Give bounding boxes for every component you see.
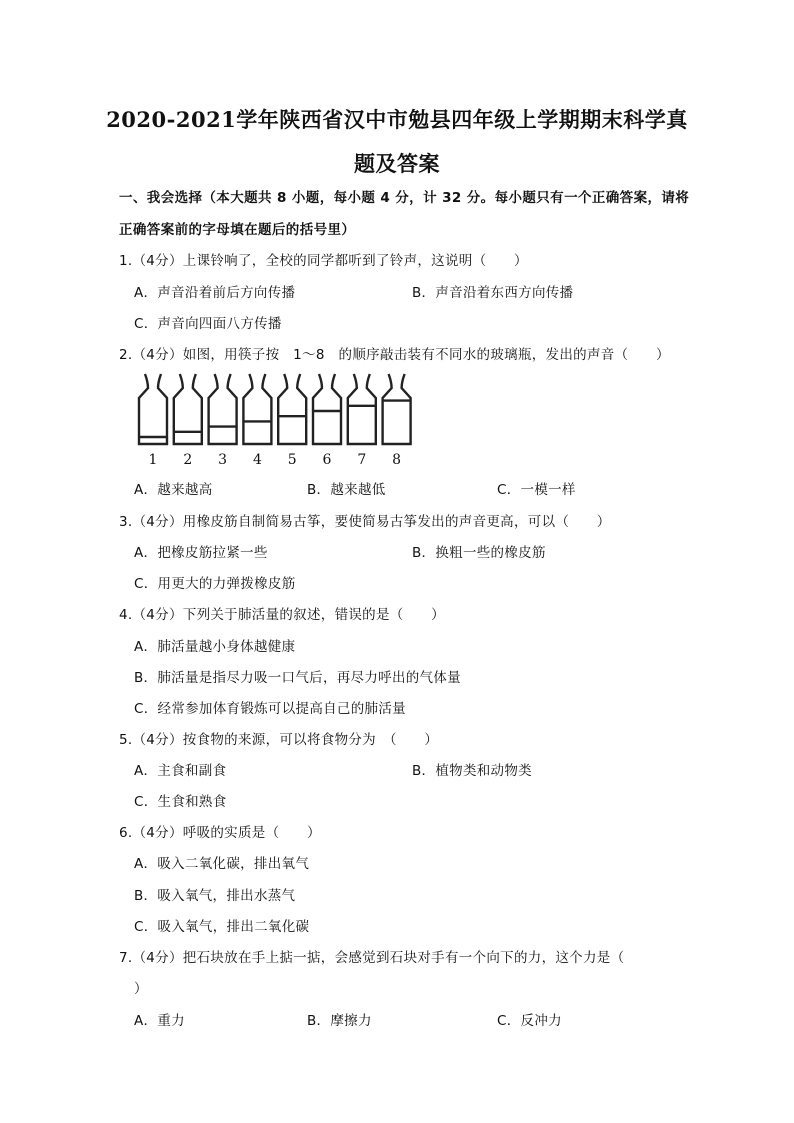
bottle-1 bbox=[139, 374, 167, 444]
question-2-stem: 2.（4分）如图，用筷子按 1～8 的顺序敲击装有不同水的玻璃瓶，发出的声音（ ） bbox=[119, 347, 670, 363]
question-7-option-b: B．摩擦力 bbox=[307, 1013, 372, 1029]
question-2-option-b: B．越来越低 bbox=[307, 482, 386, 498]
bottle-label-7: 7 bbox=[357, 452, 367, 468]
question-6-option-a: A．吸入二氧化碳，排出氧气 bbox=[134, 856, 310, 872]
question-4-stem: 4.（4分）下列关于肺活量的叙述，错误的是（ ） bbox=[119, 607, 445, 623]
bottle-5 bbox=[278, 374, 306, 444]
question-1-option-a: A．声音沿着前后方向传播 bbox=[134, 285, 296, 301]
question-5-stem: 5.（4分）按食物的来源，可以将食物分为 （ ） bbox=[119, 732, 439, 748]
question-1-option-b: B．声音沿着东西方向传播 bbox=[412, 285, 574, 301]
bottle-label-8: 8 bbox=[392, 452, 402, 468]
document-title-line2: 题及答案 bbox=[354, 151, 440, 176]
question-1-stem: 1.（4分）上课铃响了，全校的同学都听到了铃声，这说明（ ） bbox=[119, 253, 528, 269]
document-title-line1: 2020-2021学年陕西省汉中市勉县四年级上学期期末科学真 bbox=[106, 107, 688, 132]
bottle-2 bbox=[174, 374, 202, 444]
question-7-option-a: A．重力 bbox=[134, 1013, 185, 1029]
bottles-figure bbox=[133, 372, 423, 468]
question-7-option-c: C．反冲力 bbox=[497, 1013, 562, 1029]
section-heading-line1: 一、我会选择（本大题共 8 小题，每小题 4 分，计 32 分。每小题只有一个正确答案，请将 bbox=[119, 190, 690, 206]
question-1-option-c: C．声音向四面八方传播 bbox=[134, 316, 282, 332]
question-4-option-b: B．肺活量是指尽力吸一口气后，再尽力呼出的气体量 bbox=[134, 670, 461, 686]
question-3-option-b: B．换粗一些的橡皮筋 bbox=[412, 545, 546, 561]
question-5-option-b: B．植物类和动物类 bbox=[412, 763, 532, 779]
question-5-option-c: C．生食和熟食 bbox=[134, 794, 227, 810]
section-heading-line2: 正确答案前的字母填在题后的括号里） bbox=[119, 222, 356, 238]
bottle-4 bbox=[243, 374, 271, 444]
question-4-option-a: A．肺活量越小身体越健康 bbox=[134, 639, 296, 655]
question-3-option-c: C．用更大的力弹拨橡皮筋 bbox=[134, 576, 296, 592]
question-3-stem: 3.（4分）用橡皮筋自制简易古筝，要使简易古筝发出的声音更高，可以（ ） bbox=[119, 514, 611, 530]
question-7-stem-continuation: ） bbox=[134, 981, 148, 997]
bottle-label-6: 6 bbox=[322, 452, 332, 468]
question-2-option-a: A．越来越高 bbox=[134, 482, 213, 498]
question-5-option-a: A．主食和副食 bbox=[134, 763, 227, 779]
bottle-3 bbox=[209, 374, 237, 444]
bottle-label-4: 4 bbox=[252, 452, 262, 468]
question-7-stem: 7.（4分）把石块放在手上掂一掂，会感觉到石块对手有一个向下的力，这个力是（ bbox=[119, 950, 625, 966]
bottle-label-5: 5 bbox=[287, 452, 297, 468]
question-6-stem: 6.（4分）呼吸的实质是（ ） bbox=[119, 825, 321, 841]
bottle-6 bbox=[313, 374, 341, 444]
bottle-7 bbox=[348, 374, 376, 444]
question-3-option-a: A．把橡皮筋拉紧一些 bbox=[134, 545, 268, 561]
bottle-label-3: 3 bbox=[218, 452, 228, 468]
bottle-8 bbox=[383, 374, 411, 444]
question-2-option-c: C．一模一样 bbox=[497, 482, 576, 498]
bottles-svg bbox=[133, 372, 423, 468]
bottle-label-1: 1 bbox=[148, 452, 158, 468]
question-4-option-c: C．经常参加体育锻炼可以提高自己的肺活量 bbox=[134, 701, 406, 717]
question-6-option-c: C．吸入氧气，排出二氧化碳 bbox=[134, 919, 310, 935]
question-6-option-b: B．吸入氧气，排出水蒸气 bbox=[134, 888, 296, 904]
bottle-label-2: 2 bbox=[183, 452, 193, 468]
